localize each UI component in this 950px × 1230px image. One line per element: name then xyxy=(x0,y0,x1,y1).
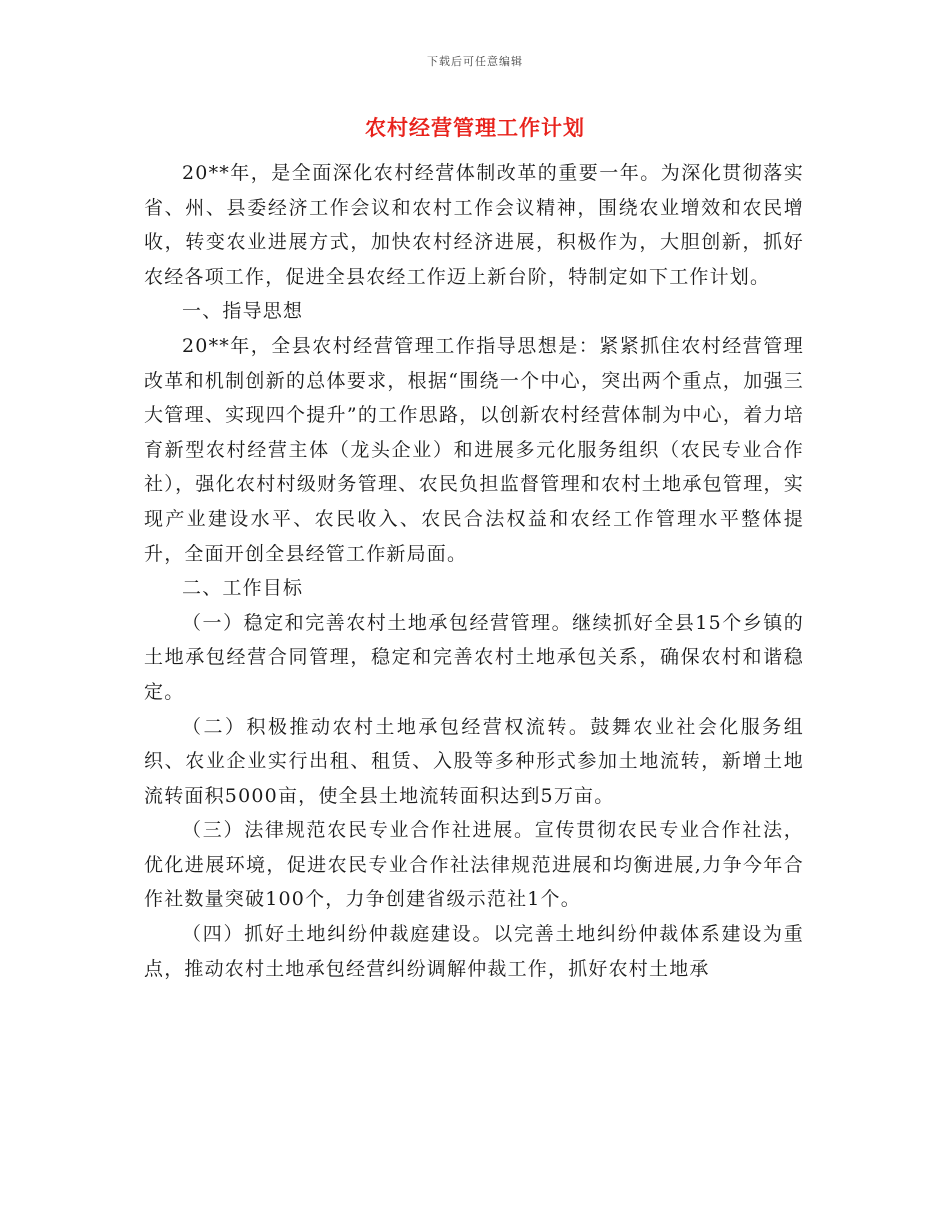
goal-paragraph-2: （二）积极推动农村土地承包经营权流转。鼓舞农业社会化服务组织、农业企业实行出租、租赁、入股等多种形式参加土地流转，新增土地流转面积5000亩，使全县土地流转面积达到5万亩。 xyxy=(144,715,804,807)
section-heading-guiding-thought: 一、指导思想 xyxy=(182,300,304,323)
goal-paragraph-3: （三）法律规范农民专业合作社进展。宣传贯彻农民专业合作社法，优化进展环境，促进农民专业合作社法律规范进展和均衡进展,力争今年合作社数量突破100个，力争创建省级示范社1个。 xyxy=(144,819,804,911)
header-note: 下载后可任意编辑 xyxy=(427,55,523,68)
guiding-thought-paragraph: 20**年，全县农村经营管理工作指导思想是：紧紧抓住农村经营管理改革和机制创新的总体要求，根据“围绕一个中心，突出两个重点，加强三大管理、实现四个提升”的工作思路，以创新农村经营体制为中心，着力培育新型农村经营主体（龙头企业）和进展多元化服务组织（农民专业合作社），强化农村村级财务管理、农民负担监督管理和农村土地承包管理，实现产业建设水平、农民收入、农民合法权益和农经工作管理水平整体提升，全面开创全县经管工作新局面。 xyxy=(144,334,804,565)
section-heading-work-goals: 二、工作目标 xyxy=(182,577,304,600)
document-body xyxy=(144,156,804,986)
goal-paragraph-4: （四）抓好土地纠纷仲裁庭建设。以完善土地纠纷仲裁体系建设为重点，推动农村土地承包经营纠纷调解仲裁工作，抓好农村土地承 xyxy=(144,923,804,980)
document-title: 农村经营管理工作计划 xyxy=(365,115,585,140)
goal-paragraph-1: （一）稳定和完善农村土地承包经营管理。继续抓好全县15个乡镇的土地承包经营合同管理，稳定和完善农村土地承包关系，确保农村和谐稳定。 xyxy=(144,611,804,703)
intro-paragraph: 20**年，是全面深化农村经营体制改革的重要一年。为深化贯彻落实省、州、县委经济工作会议和农村工作会议精神，围绕农业增效和农民增收，转变农业进展方式，加快农村经济进展，积极作为，大胆创新，抓好农经各项工作，促进全县农经工作迈上新台阶，特制定如下工作计划。 xyxy=(144,162,804,288)
